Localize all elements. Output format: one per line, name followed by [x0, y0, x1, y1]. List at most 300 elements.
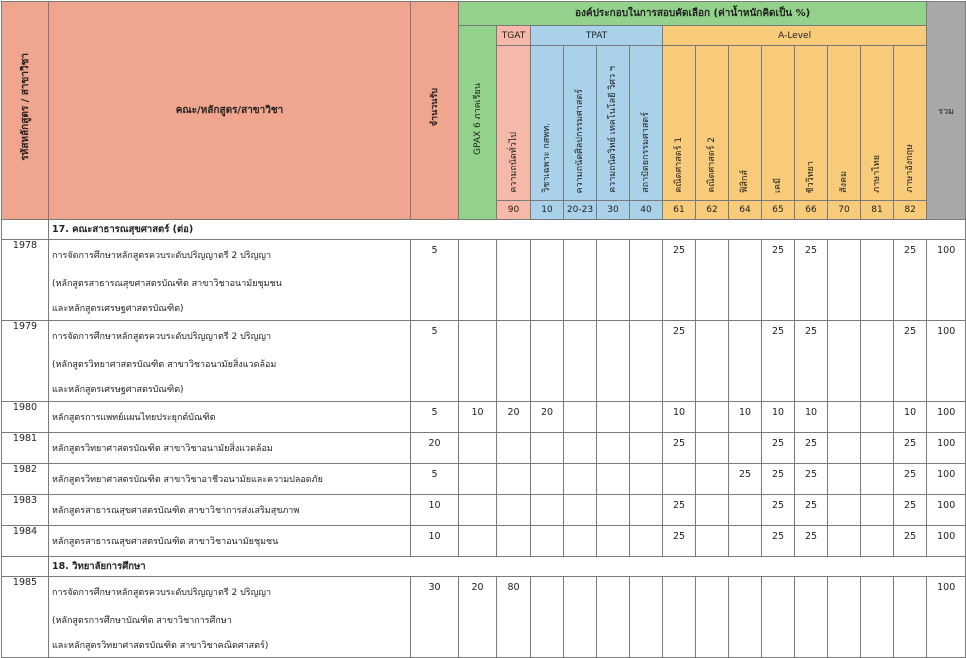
subject-weight [597, 240, 630, 271]
subject-weight [861, 526, 894, 557]
program-code: 1978 [2, 240, 49, 271]
subject-weight [531, 632, 564, 658]
section-code-cell [2, 557, 49, 577]
subject-weight [729, 495, 762, 526]
seats: 5 [411, 402, 459, 433]
subject-code: 81 [861, 201, 894, 220]
seats [411, 632, 459, 658]
subject-weight: 25 [795, 240, 828, 271]
subject-weight: 10 [762, 402, 795, 433]
subject-weight [663, 464, 696, 495]
program-code: 1981 [2, 433, 49, 464]
subject-weight [630, 632, 663, 658]
subject-weight [861, 495, 894, 526]
subject-code: 66 [795, 201, 828, 220]
subject-weight [861, 607, 894, 632]
total-weight: 100 [927, 577, 966, 608]
table-row [2, 376, 966, 402]
subject-weight [894, 632, 927, 658]
subject-weight [630, 351, 663, 376]
seats: 5 [411, 464, 459, 495]
subject-weight [630, 433, 663, 464]
program-code: 1979 [2, 321, 49, 352]
subject-weight [696, 607, 729, 632]
subject-header: สถาปัตยกรรมศาสตร์ [630, 46, 663, 201]
subject-weight [795, 607, 828, 632]
subject-weight [729, 376, 762, 402]
total-weight [927, 376, 966, 402]
subject-header: ความถนัดศิลปกรรมศาสตร์ [564, 46, 597, 201]
program-code [2, 607, 49, 632]
table-row [2, 270, 966, 295]
program-code [2, 295, 49, 321]
program-name: การจัดการศึกษาหลักสูตรควบระดับปริญญาตรี 2 ปริญญา [49, 240, 411, 271]
subject-header: ชีววิทยา [795, 46, 828, 201]
subject-weight [828, 433, 861, 464]
program-code [2, 376, 49, 402]
subject-weight [828, 351, 861, 376]
subject-weight [531, 240, 564, 271]
subject-weight [729, 270, 762, 295]
subject-weight [828, 495, 861, 526]
subject-weight [531, 295, 564, 321]
subject-weight [630, 607, 663, 632]
total-weight [927, 632, 966, 658]
subject-weight [795, 351, 828, 376]
subject-weight [597, 577, 630, 608]
subject-weight: 10 [729, 402, 762, 433]
gpax-weight [459, 240, 497, 271]
subject-weight [663, 351, 696, 376]
table-row [2, 240, 966, 271]
subject-weight [497, 351, 531, 376]
subject-weight [696, 433, 729, 464]
seats: 5 [411, 321, 459, 352]
program-code: 1985 [2, 577, 49, 608]
program-name: การจัดการศึกษาหลักสูตรควบระดับปริญญาตรี 2 ปริญญา [49, 577, 411, 608]
subject-weight [497, 526, 531, 557]
subject-weight [663, 632, 696, 658]
subject-weight [597, 376, 630, 402]
total-weight [927, 270, 966, 295]
subject-weight: 25 [795, 433, 828, 464]
total-weight: 100 [927, 433, 966, 464]
subject-weight [729, 577, 762, 608]
subject-weight [564, 526, 597, 557]
program-name: และหลักสูตรวิทยาศาสตรบัณฑิต สาขาวิชาคณิตศาสตร์) [49, 632, 411, 658]
subject-weight [828, 632, 861, 658]
subject-weight [729, 240, 762, 271]
total-weight: 100 [927, 495, 966, 526]
subject-weight [597, 295, 630, 321]
gpax-weight [459, 351, 497, 376]
subject-weight [597, 351, 630, 376]
subject-weight [497, 270, 531, 295]
table-row [2, 321, 966, 352]
subject-weight [630, 402, 663, 433]
subject-weight [564, 464, 597, 495]
subject-weight [729, 526, 762, 557]
subject-weight [894, 295, 927, 321]
subject-weight [531, 433, 564, 464]
gpax-weight: 20 [459, 577, 497, 608]
subject-weight [828, 526, 861, 557]
program-name: (หลักสูตรสาธารณสุขศาสตรบัณฑิต สาขาวิชาอนามัยชุมชน [49, 270, 411, 295]
subject-weight [531, 376, 564, 402]
table-row [2, 495, 966, 526]
subject-weight: 25 [894, 240, 927, 271]
subject-weight [828, 402, 861, 433]
subject-weight [894, 270, 927, 295]
subject-weight [861, 321, 894, 352]
subject-weight [630, 240, 663, 271]
gpax-weight [459, 295, 497, 321]
program-name: (หลักสูตรวิทยาศาสตรบัณฑิต สาขาวิชาอนามัยสิ่งแวดล้อม [49, 351, 411, 376]
subject-weight [564, 577, 597, 608]
seats [411, 376, 459, 402]
subject-weight [564, 495, 597, 526]
subject-weight [630, 464, 663, 495]
subject-weight [696, 321, 729, 352]
subject-code: 20-23 [564, 201, 597, 220]
subject-weight [762, 632, 795, 658]
gpax-weight: 10 [459, 402, 497, 433]
subject-weight: 25 [762, 526, 795, 557]
gpax-header: GPAX 6 ภาคเรียน [459, 26, 497, 220]
subject-weight [795, 577, 828, 608]
table-row [2, 526, 966, 557]
gpax-weight [459, 433, 497, 464]
total-weight [927, 607, 966, 632]
gpax-weight [459, 495, 497, 526]
components-group-header: องค์ประกอบในการสอบคัดเลือก (ค่าน้ำหนักคิดเป็น %) [459, 2, 927, 26]
subject-weight [630, 376, 663, 402]
subject-header: วิชาเฉพาะ กสพท. [531, 46, 564, 201]
subject-weight [828, 321, 861, 352]
subject-weight [564, 295, 597, 321]
program-code: 1980 [2, 402, 49, 433]
subject-weight [531, 321, 564, 352]
subject-code: 62 [696, 201, 729, 220]
gpax-weight [459, 526, 497, 557]
code-header: รหัสหลักสูตร / สาขาวิชา [2, 2, 49, 220]
seats: 10 [411, 495, 459, 526]
program-name: หลักสูตรสาธารณสุขศาสตรบัณฑิต สาขาวิชาการส่งเสริมสุขภาพ [49, 495, 411, 526]
table-row [2, 632, 966, 658]
gpax-weight [459, 270, 497, 295]
subject-weight [497, 321, 531, 352]
subject-weight [861, 295, 894, 321]
subject-weight [894, 376, 927, 402]
seats: 20 [411, 433, 459, 464]
subject-weight: 25 [762, 321, 795, 352]
subject-weight: 25 [795, 321, 828, 352]
subject-weight [729, 632, 762, 658]
subject-weight [497, 607, 531, 632]
tgat-header: TGAT [497, 26, 531, 46]
subject-weight: 25 [894, 495, 927, 526]
gpax-weight [459, 607, 497, 632]
subject-weight [663, 295, 696, 321]
table-row [2, 464, 966, 495]
subject-weight [630, 526, 663, 557]
subject-weight [696, 526, 729, 557]
subject-weight [564, 376, 597, 402]
subject-weight [828, 270, 861, 295]
subject-weight [828, 240, 861, 271]
subject-weight [795, 295, 828, 321]
subject-weight [630, 270, 663, 295]
subject-weight [696, 351, 729, 376]
subject-weight [861, 240, 894, 271]
program-name: หลักสูตรสาธารณสุขศาสตรบัณฑิต สาขาวิชาอนามัยชุมชน [49, 526, 411, 557]
subject-code: 10 [531, 201, 564, 220]
section-row [2, 220, 966, 240]
section-title: 18. วิทยาลัยการศึกษา [49, 557, 966, 577]
subject-weight [729, 351, 762, 376]
subject-weight: 25 [795, 464, 828, 495]
subject-header: ความถนัดทั่วไป [497, 46, 531, 201]
program-code [2, 632, 49, 658]
subject-weight [630, 577, 663, 608]
subject-weight [828, 577, 861, 608]
table-row [2, 433, 966, 464]
seats [411, 270, 459, 295]
subject-weight [564, 433, 597, 464]
subject-weight: 25 [762, 495, 795, 526]
total-weight [927, 351, 966, 376]
total-weight: 100 [927, 464, 966, 495]
subject-weight [531, 526, 564, 557]
subject-weight: 25 [762, 240, 795, 271]
subject-weight [564, 270, 597, 295]
subject-header: ภาษาอังกฤษ [894, 46, 927, 201]
subject-weight: 25 [894, 321, 927, 352]
table-row [2, 607, 966, 632]
subject-weight [762, 376, 795, 402]
subject-weight [497, 240, 531, 271]
program-header: คณะ/หลักสูตร/สาขาวิชา [49, 2, 411, 220]
subject-weight: 25 [663, 433, 696, 464]
subject-weight [564, 607, 597, 632]
subject-weight [663, 376, 696, 402]
subject-weight [663, 577, 696, 608]
subject-weight: 10 [795, 402, 828, 433]
program-name: และหลักสูตรเศรษฐศาสตรบัณฑิต) [49, 376, 411, 402]
subject-weight: 25 [663, 240, 696, 271]
subject-weight [762, 295, 795, 321]
subject-weight: 25 [795, 526, 828, 557]
subject-weight [597, 464, 630, 495]
subject-weight [597, 495, 630, 526]
gpax-weight [459, 321, 497, 352]
subject-code: 30 [597, 201, 630, 220]
subject-code: 90 [497, 201, 531, 220]
subject-weight [663, 270, 696, 295]
subject-weight [597, 632, 630, 658]
subject-weight: 25 [795, 495, 828, 526]
subject-weight [531, 351, 564, 376]
seats: 5 [411, 240, 459, 271]
subject-code: 82 [894, 201, 927, 220]
subject-code: 61 [663, 201, 696, 220]
subject-weight [497, 433, 531, 464]
subject-weight: 25 [663, 526, 696, 557]
subject-weight: 25 [663, 495, 696, 526]
subject-weight [729, 607, 762, 632]
subject-weight [630, 321, 663, 352]
subject-weight [861, 464, 894, 495]
subject-weight [696, 402, 729, 433]
subject-weight [696, 464, 729, 495]
subject-weight [531, 495, 564, 526]
seats [411, 295, 459, 321]
program-name: และหลักสูตรเศรษฐศาสตรบัณฑิต) [49, 295, 411, 321]
subject-weight: 25 [894, 464, 927, 495]
table-row [2, 295, 966, 321]
subject-header: คณิตศาสตร์ 1 [663, 46, 696, 201]
subject-weight [497, 495, 531, 526]
subject-weight [828, 607, 861, 632]
seats [411, 351, 459, 376]
subject-weight [497, 464, 531, 495]
subject-weight: 25 [729, 464, 762, 495]
subject-weight [861, 402, 894, 433]
subject-weight [828, 295, 861, 321]
total-weight: 100 [927, 321, 966, 352]
subject-weight [531, 270, 564, 295]
seats [411, 607, 459, 632]
alevel-header: A-Level [663, 26, 927, 46]
subject-weight [696, 270, 729, 295]
subject-weight [597, 433, 630, 464]
subject-weight [597, 526, 630, 557]
subject-weight [762, 577, 795, 608]
subject-weight [663, 607, 696, 632]
total-header: รวม [927, 2, 966, 220]
subject-weight [597, 321, 630, 352]
subject-weight [564, 351, 597, 376]
subject-code: 64 [729, 201, 762, 220]
subject-weight [861, 433, 894, 464]
admission-table [1, 1, 966, 658]
subject-weight [894, 577, 927, 608]
subject-weight [497, 295, 531, 321]
subject-header: เคมี [762, 46, 795, 201]
subject-weight [564, 632, 597, 658]
subject-header: ฟิสิกส์ [729, 46, 762, 201]
subject-weight: 80 [497, 577, 531, 608]
subject-header: ความถนัดวิทย์ เทคโนโลยี วิศว ฯ [597, 46, 630, 201]
subject-weight [531, 577, 564, 608]
program-name: การจัดการศึกษาหลักสูตรควบระดับปริญญาตรี 2 ปริญญา [49, 321, 411, 352]
subject-weight [828, 376, 861, 402]
subject-weight [696, 295, 729, 321]
subject-weight [795, 270, 828, 295]
program-name: (หลักสูตรการศึกษาบัณฑิต สาขาวิชาการศึกษา [49, 607, 411, 632]
subject-weight [861, 270, 894, 295]
subject-weight: 20 [497, 402, 531, 433]
subject-weight: 10 [894, 402, 927, 433]
subject-weight [696, 376, 729, 402]
gpax-weight [459, 632, 497, 658]
subject-weight [861, 577, 894, 608]
seats: 10 [411, 526, 459, 557]
program-name: หลักสูตรวิทยาศาสตรบัณฑิต สาขาวิชาอาชีวอนามัยและความปลอดภัย [49, 464, 411, 495]
program-code [2, 351, 49, 376]
total-weight [927, 295, 966, 321]
total-weight: 100 [927, 526, 966, 557]
subject-weight: 25 [762, 433, 795, 464]
program-name: หลักสูตรวิทยาศาสตรบัณฑิต สาขาวิชาอนามัยสิ่งแวดล้อม [49, 433, 411, 464]
total-weight: 100 [927, 402, 966, 433]
subject-weight [564, 402, 597, 433]
subject-weight [696, 632, 729, 658]
subject-weight: 25 [663, 321, 696, 352]
subject-weight [531, 464, 564, 495]
subject-weight [894, 607, 927, 632]
subject-weight [861, 632, 894, 658]
subject-weight [894, 351, 927, 376]
subject-weight: 25 [894, 526, 927, 557]
subject-weight: 20 [531, 402, 564, 433]
table-row [2, 351, 966, 376]
subject-weight [597, 607, 630, 632]
subject-weight [630, 495, 663, 526]
seats: 30 [411, 577, 459, 608]
program-name: หลักสูตรการแพทย์แผนไทยประยุกต์บัณฑิต [49, 402, 411, 433]
total-weight: 100 [927, 240, 966, 271]
table-row [2, 577, 966, 608]
subject-weight [762, 351, 795, 376]
subject-code: 65 [762, 201, 795, 220]
subject-weight [696, 240, 729, 271]
subject-weight [564, 240, 597, 271]
subject-weight [696, 577, 729, 608]
subject-weight [597, 402, 630, 433]
table-row [2, 402, 966, 433]
program-code: 1983 [2, 495, 49, 526]
subject-weight [597, 270, 630, 295]
section-title: 17. คณะสาธารณสุขศาสตร์ (ต่อ) [49, 220, 966, 240]
program-code: 1984 [2, 526, 49, 557]
subject-weight [564, 321, 597, 352]
subject-weight [861, 351, 894, 376]
subject-weight [861, 376, 894, 402]
section-row [2, 557, 966, 577]
section-code-cell [2, 220, 49, 240]
subject-weight [497, 632, 531, 658]
program-code: 1982 [2, 464, 49, 495]
subject-weight [630, 295, 663, 321]
subject-header: สังคม [828, 46, 861, 201]
subject-weight [696, 495, 729, 526]
subject-code: 70 [828, 201, 861, 220]
subject-weight [762, 607, 795, 632]
subject-weight [762, 270, 795, 295]
subject-weight [795, 376, 828, 402]
program-code [2, 270, 49, 295]
subject-code: 40 [630, 201, 663, 220]
subject-weight [795, 632, 828, 658]
subject-header: ภาษาไทย [861, 46, 894, 201]
gpax-weight [459, 464, 497, 495]
subject-weight: 25 [762, 464, 795, 495]
subject-weight: 25 [894, 433, 927, 464]
subject-weight [729, 295, 762, 321]
seats-header: จำนวนรับ [411, 2, 459, 220]
subject-weight [531, 607, 564, 632]
